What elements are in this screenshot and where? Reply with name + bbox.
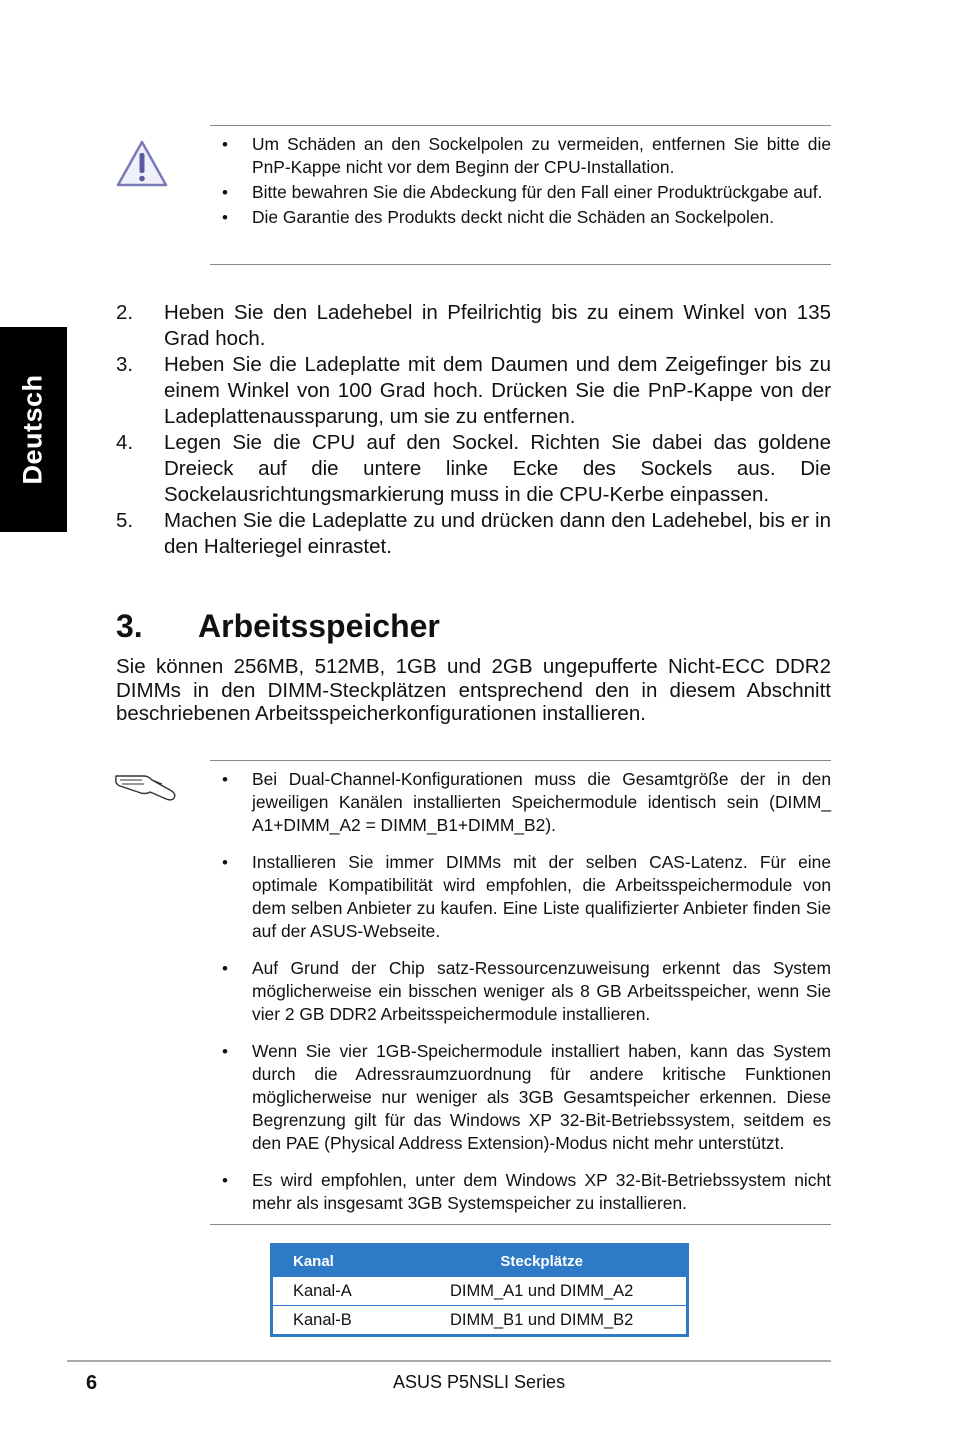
step-number: 4. <box>116 431 134 454</box>
step-item <box>116 352 831 430</box>
warning-box <box>210 125 831 265</box>
note-item: • Installieren Sie immer DIMMs mit der selben CAS-Latenz. Für eine optimale Kompatibilität wird empfohlen, die Arbeitsspeichermodule von dem selben Anbieter zu kaufen. Eine Liste qualifizierter Anbieter finden Sie auf der ASUS-Webseite. <box>210 851 831 943</box>
step-item <box>116 430 831 508</box>
step-item <box>116 508 831 560</box>
installation-steps <box>116 300 831 560</box>
section-title-text: Arbeitsspeicher <box>198 608 440 644</box>
footer-title: ASUS P5NSLI Series <box>393 1372 566 1392</box>
step-text: Heben Sie die Ladeplatte mit dem Daumen und dem Zeigefinger bis zu einem Winkel von 100 Grad hoch. Drücken Sie die PnP-Kappe von der Ladeplattenaussparung, um sie zu entfernen. <box>164 353 831 428</box>
table-header-kanal: Kanal <box>272 1245 398 1277</box>
page-number: 6 <box>86 1372 98 1394</box>
note-item: • Bei Dual-Channel-Konfigurationen muss die Gesamtgröße der in den jeweiligen Kanälen installierten Speichermodule identisch sein (DIMM_ A1+DIMM_A2 = DIMM_B1+DIMM_B2). <box>210 768 831 837</box>
side-language-tab <box>0 327 67 532</box>
section-number: 3. <box>116 608 143 644</box>
step-text: Machen Sie die Ladeplatte zu und drücken dann den Ladehebel, bis er in den Halteriegel einrastet. <box>164 509 831 558</box>
table-cell: Kanal-B <box>272 1306 398 1336</box>
step-text: Heben Sie den Ladehebel in Pfeilrichtig bis zu einem Winkel von 135 Grad hoch. <box>164 301 831 350</box>
table-row <box>272 1306 688 1336</box>
side-tab-label: Deutsch <box>18 374 48 485</box>
table-row <box>272 1277 688 1306</box>
step-text: Legen Sie die CPU auf den Sockel. Richten Sie dabei das goldene Dreieck auf die untere linke Ecke des Sockels aus. Die Sockelausrichtungsmarkierung muss in die CPU-Kerbe einpassen. <box>164 431 831 506</box>
note-hand-icon <box>114 768 178 802</box>
step-number: 2. <box>116 301 134 324</box>
table-cell: DIMM_A1 und DIMM_A2 <box>397 1277 687 1306</box>
channel-slot-table <box>270 1243 689 1337</box>
warning-item: • Um Schäden an den Sockelpolen zu vermeiden, entfernen Sie bitte die PnP-Kappe nicht vor dem Beginn der CPU-Installation. <box>210 133 831 179</box>
warning-item: • Die Garantie des Produkts deckt nicht die Schäden an Sockelpolen. <box>210 206 831 229</box>
section-title <box>116 608 440 645</box>
step-item <box>116 300 831 352</box>
step-number: 3. <box>116 353 134 376</box>
warning-item: • Bitte bewahren Sie die Abdeckung für den Fall einer Produktrückgabe auf. <box>210 181 831 204</box>
table-cell: Kanal-A <box>272 1277 398 1306</box>
note-box <box>210 760 831 1225</box>
note-item: • Auf Grund der Chip satz-Ressourcenzuweisung erkennt das System möglicherweise ein bisschen weniger als 8 GB Arbeitsspeicher, wenn Sie vier 2 GB DDR2 Arbeitsspeichermodule installieren. <box>210 957 831 1026</box>
warning-triangle-icon <box>115 139 169 189</box>
note-item: • Es wird empfohlen, unter dem Windows XP 32-Bit-Betriebssystem nicht mehr als insgesamt 3GB Systemspeicher zu installieren. <box>210 1169 831 1215</box>
section-intro: Sie können 256MB, 512MB, 1GB und 2GB ungepufferte Nicht-ECC DDR2 DIMMs in den DIMM-Steckplätzen entsprechend den in diesem Abschnitt beschriebenen Arbeitsspeicherkonfigurationen installieren. <box>116 655 831 725</box>
footer-divider <box>67 1360 831 1362</box>
table-cell: DIMM_B1 und DIMM_B2 <box>397 1306 687 1336</box>
table-header-steckplaetze: Steckplätze <box>397 1245 687 1277</box>
table-header-row <box>272 1245 688 1277</box>
step-number: 5. <box>116 509 134 532</box>
note-item: • Wenn Sie vier 1GB-Speichermodule installiert haben, kann das System durch die Adressraumzuordnung für andere kritische Funktionen möglicherweise nur weniger als 3GB Gesamtspeicher erkennen. Diese Begrenzung gilt für das Windows XP 32-Bit-Betriebssystem, seitdem es den PAE (Physical Address Extension)-Modus nicht mehr unterstützt. <box>210 1040 831 1155</box>
